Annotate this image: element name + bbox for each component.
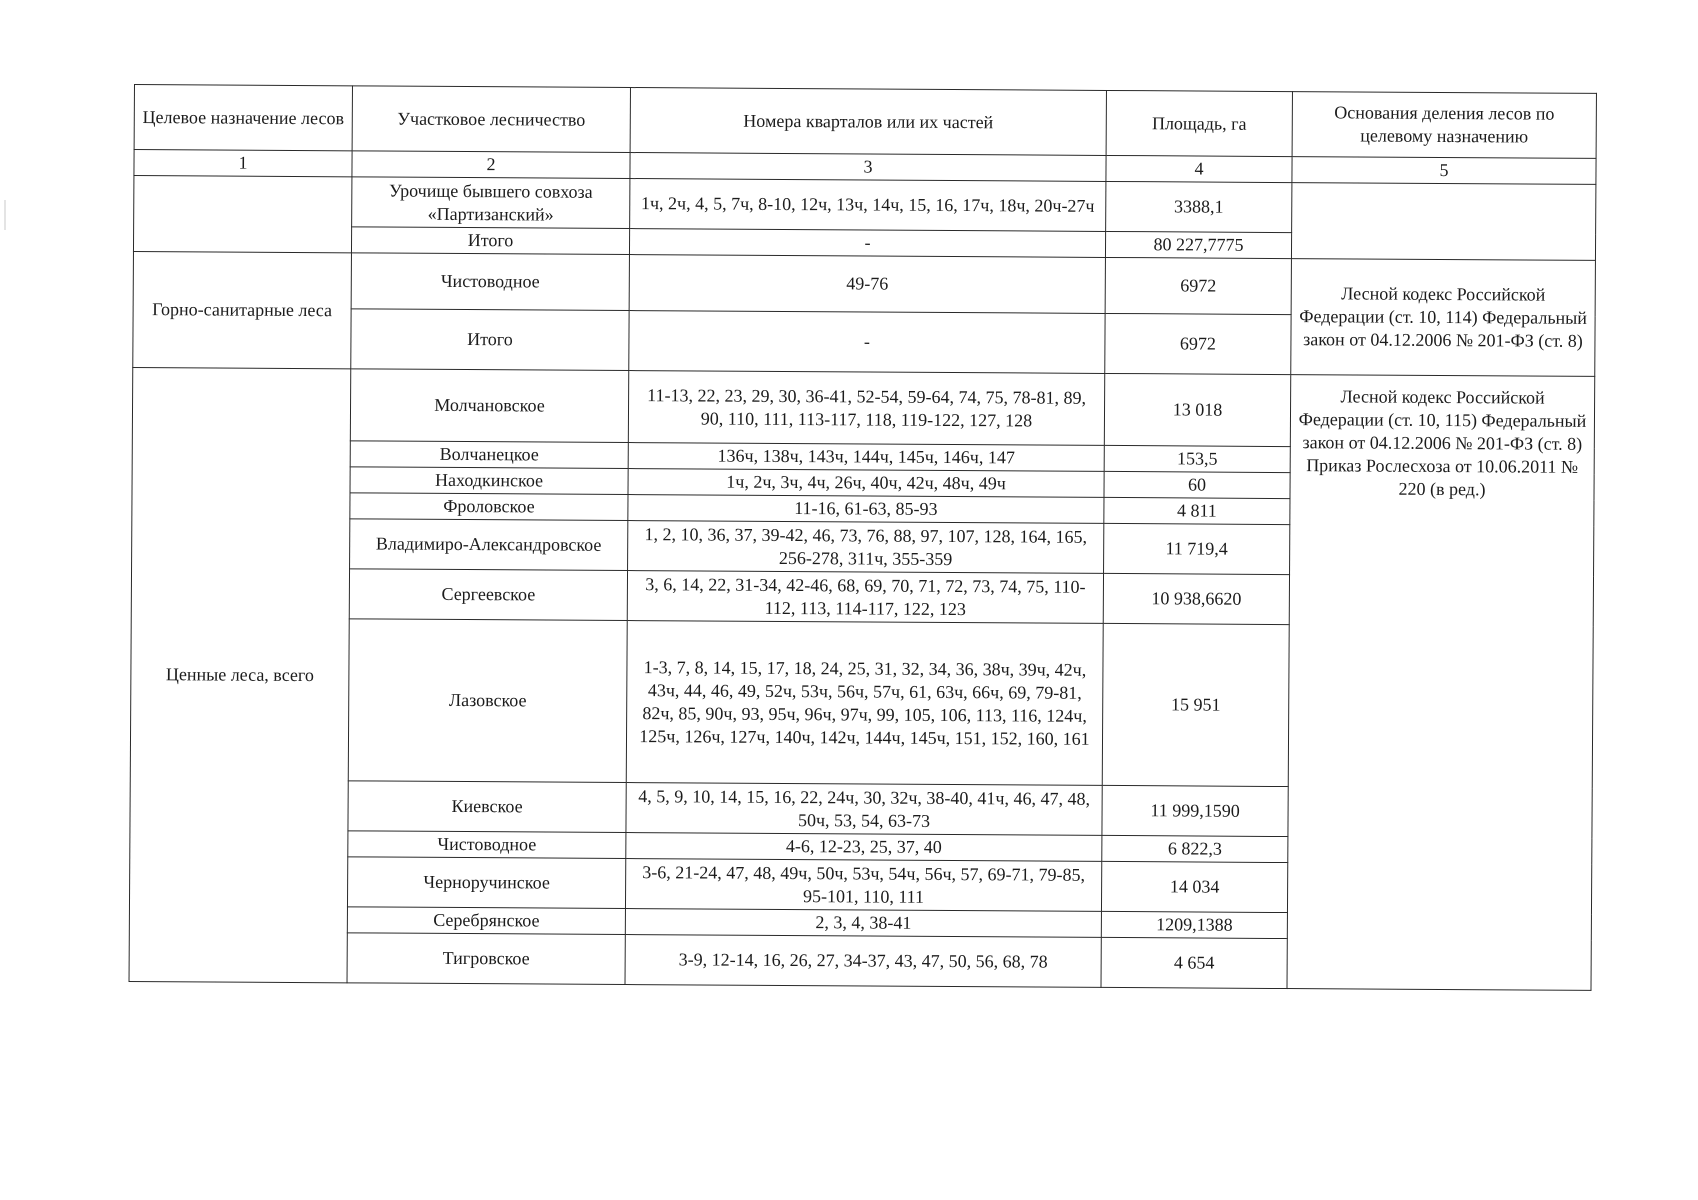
area-cell: 11 719,4 xyxy=(1104,523,1290,574)
total-quarters: - xyxy=(629,229,1105,258)
scan-edge-mark xyxy=(4,200,6,230)
table-row xyxy=(134,176,1596,235)
area-cell: 15 951 xyxy=(1102,623,1289,786)
forestry-cell: Чистоводное xyxy=(348,831,626,859)
quarters-cell: 4-6, 12-23, 25, 37, 40 xyxy=(626,833,1102,862)
forestry-cell: Серебрянское xyxy=(347,907,625,935)
area-cell: 6972 xyxy=(1105,257,1291,314)
forestry-cell: Фроловское xyxy=(350,493,628,521)
column-number: 5 xyxy=(1292,157,1596,185)
forestry-cell: Урочище бывшего совхоза «Партизанский» xyxy=(352,177,630,229)
purpose-cell: Горно-санитарные леса xyxy=(133,251,352,368)
area-cell: 11 999,1590 xyxy=(1102,785,1288,836)
header-area: Площадь, га xyxy=(1106,90,1292,156)
purpose-cell-empty xyxy=(133,176,351,253)
area-cell: 60 xyxy=(1104,471,1290,498)
column-number: 4 xyxy=(1106,155,1292,182)
area-cell: 10 938,6620 xyxy=(1103,573,1289,624)
table-row xyxy=(132,367,1594,448)
area-cell: 4 654 xyxy=(1101,937,1287,988)
quarters-cell: 2, 3, 4, 38-41 xyxy=(625,909,1101,938)
header-forestry: Участковое лесничество xyxy=(352,86,630,153)
area-cell: 13 018 xyxy=(1104,373,1290,446)
forestry-cell: Киевское xyxy=(348,781,626,833)
forestry-cell: Черноручинское xyxy=(347,857,625,909)
forest-division-table xyxy=(129,84,1597,991)
quarters-cell: 1-3, 7, 8, 14, 15, 17, 18, 24, 25, 31, 32, 34, 36, 38ч, 39ч, 42ч, 43ч, 44, 46, 49, 52ч, 53ч, 56ч, 57ч, 61, 63ч, 66ч, 69, 79-81, 82ч, 85, 90ч, 93, 95ч, 96ч, 97ч, 99, 105, 106, 113, 116, 124ч, 125ч, 126ч, 127ч, 140ч, 142ч, 144ч, 145ч, 151, 152, 160, 161 xyxy=(626,621,1103,786)
quarters-cell: 1ч, 2ч, 3ч, 4ч, 26ч, 40ч, 42ч, 48ч, 49ч xyxy=(628,469,1104,498)
column-number: 1 xyxy=(134,150,352,177)
basis-cell-empty xyxy=(1291,183,1595,261)
forestry-cell: Чистоводное xyxy=(351,253,629,311)
forestry-cell: Находкинское xyxy=(350,467,628,495)
quarters-cell: 11-13, 22, 23, 29, 30, 36-41, 52-54, 59-64, 74, 75, 78-81, 89, 90, 110, 111, 113-117, 118, 119-122, 127, 128 xyxy=(628,371,1104,446)
quarters-cell: 3, 6, 14, 22, 31-34, 42-46, 68, 69, 70, 71, 72, 73, 74, 75, 110-112, 113, 114-117, 122, 123 xyxy=(627,571,1103,624)
area-cell: 4 811 xyxy=(1104,497,1290,524)
quarters-cell: 11-16, 61-63, 85-93 xyxy=(628,495,1104,524)
forestry-cell: Волчанецкое xyxy=(350,441,628,469)
header-basis: Основания деления лесов по целевому назначению xyxy=(1292,92,1596,159)
area-cell: 14 034 xyxy=(1101,861,1287,912)
total-label: Итого xyxy=(351,227,629,255)
forestry-cell: Молчановское xyxy=(350,369,628,443)
forestry-cell: Тигровское xyxy=(347,933,625,985)
quarters-cell: 3-9, 12-14, 16, 26, 27, 34-37, 43, 47, 50, 56, 68, 78 xyxy=(625,935,1101,988)
table-row xyxy=(133,251,1595,316)
quarters-cell: 3-6, 21-24, 47, 48, 49ч, 50ч, 53ч, 54ч, 56ч, 57, 69-71, 79-85, 95-101, 110, 111 xyxy=(625,859,1101,912)
basis-cell: Лесной кодекс Российской Федерации (ст. 10, 115) Федеральный закон от 04.12.2006 № 201-ФЗ (ст. 8) Приказ Рослесхоза от 10.06.2011 № 220 (в ред.) xyxy=(1287,375,1595,991)
header-row xyxy=(134,85,1596,159)
header-quarters: Номера кварталов или их частей xyxy=(630,88,1106,156)
column-number: 2 xyxy=(352,151,630,179)
purpose-cell: Ценные леса, всего xyxy=(129,367,351,982)
area-cell: 6 822,3 xyxy=(1102,835,1288,862)
header-purpose: Целевое назначение лесов xyxy=(134,85,352,151)
quarters-cell: 1, 2, 10, 36, 37, 39-42, 46, 73, 76, 88, 97, 107, 128, 164, 165, 256-278, 311ч, 355-359 xyxy=(628,521,1104,574)
area-cell: 153,5 xyxy=(1104,445,1290,472)
quarters-cell: 49-76 xyxy=(629,255,1105,314)
basis-cell: Лесной кодекс Российской Федерации (ст. 10, 114) Федеральный закон от 04.12.2006 № 201-ФЗ (ст. 8) xyxy=(1291,259,1596,377)
forestry-cell: Лазовское xyxy=(348,619,627,783)
quarters-cell: 4, 5, 9, 10, 14, 15, 16, 22, 24ч, 30, 32ч, 38-40, 41ч, 46, 47, 48, 50ч, 53, 54, 63-73 xyxy=(626,783,1102,836)
forestry-cell: Сергеевское xyxy=(349,569,627,621)
quarters-cell: 136ч, 138ч, 143ч, 144ч, 145ч, 146ч, 147 xyxy=(628,443,1104,472)
quarters-cell: 1ч, 2ч, 4, 5, 7ч, 8-10, 12ч, 13ч, 14ч, 15, 16, 17ч, 18ч, 20ч-27ч xyxy=(630,179,1106,232)
column-number: 3 xyxy=(630,153,1106,182)
area-cell: 3388,1 xyxy=(1106,181,1292,232)
area-cell: 1209,1388 xyxy=(1101,911,1287,938)
forestry-cell: Владимиро-Александровское xyxy=(350,519,628,571)
total-area: 6972 xyxy=(1105,313,1291,374)
total-quarters: - xyxy=(629,311,1105,374)
total-area: 80 227,7775 xyxy=(1105,231,1291,258)
total-label: Итого xyxy=(351,309,629,371)
